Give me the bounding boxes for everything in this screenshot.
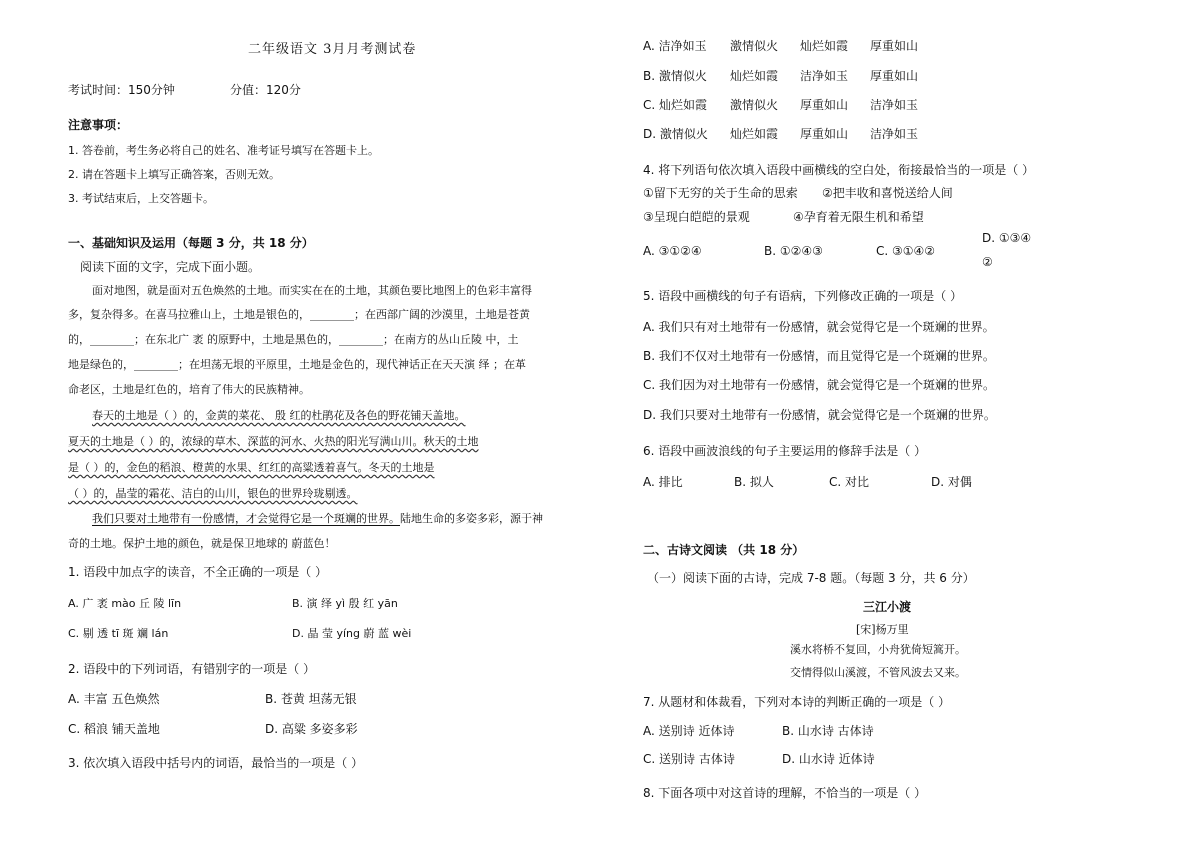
q3-option-d-word: 厚重如山 bbox=[800, 127, 849, 141]
q4-sentence-1: ①留下无穷的关于生命的思索 bbox=[643, 186, 798, 200]
q3-option-b-word: 灿烂如霞 bbox=[730, 69, 779, 83]
poem-line-2: 交情得似山溪渡，不管风波去又来。 bbox=[790, 666, 966, 679]
q2-option-b: B. 苍黄 坦荡无银 bbox=[265, 692, 357, 706]
q6-option-d: D. 对偶 bbox=[931, 475, 972, 489]
q4-option-d: D. ①③④ bbox=[982, 231, 1032, 245]
q3-option-a: A. 洁净如玉 bbox=[643, 39, 707, 53]
q2-option-a: A. 丰富 五色焕然 bbox=[68, 692, 160, 706]
q3-option-d-word: 洁净如玉 bbox=[870, 127, 919, 141]
q3-option-d-word: 灿烂如霞 bbox=[730, 127, 779, 141]
q3-option-a-word: 灿烂如霞 bbox=[800, 39, 849, 53]
q2-option-d: D. 高粱 多姿多彩 bbox=[265, 722, 358, 736]
q4-option-b: B. ①②④③ bbox=[764, 244, 823, 258]
notice-heading: 注意事项： bbox=[68, 118, 129, 132]
poem-line-1: 溪水将桥不复回，小舟犹倚短篙开。 bbox=[790, 643, 966, 656]
question-5-stem: 5. 语段中画横线的句子有语病，下列修改正确的一项是（ ） bbox=[643, 289, 963, 303]
q4-option-d-continued: ② bbox=[982, 255, 993, 269]
question-1-stem: 1. 语段中加点字的读音，不全正确的一项是（ ） bbox=[68, 565, 328, 579]
q7-option-a: A. 送别诗 近体诗 bbox=[643, 724, 735, 738]
question-4-stem: 4. 将下列语句依次填入语段中画横线的空白处，衔接最恰当的一项是（ ） bbox=[643, 163, 1035, 177]
notice-item: 2. 请在答题卡上填写正确答案，否则无效。 bbox=[68, 168, 280, 181]
q3-option-c-word: 厚重如山 bbox=[800, 98, 849, 112]
wavy-passage-line: （ ）的，晶莹的霜花、洁白的山川，银色的世界玲珑剔透。 bbox=[68, 487, 358, 500]
q7-option-b: B. 山水诗 古体诗 bbox=[782, 724, 874, 738]
passage-line: 奇的土地。保护土地的颜色，就是保卫地球的 蔚蓝色！ bbox=[68, 537, 336, 550]
q1-option-d: D. 晶 莹 yíng 蔚 蓝 wèi bbox=[292, 627, 412, 640]
exam-time: 考试时间：150分钟 bbox=[68, 83, 175, 97]
q1-option-c: C. 剔 透 tī 斑 斓 lán bbox=[68, 627, 169, 640]
poem-author: [宋]杨万里 bbox=[856, 623, 909, 636]
passage-line: 命老区，土地是红色的，培育了伟大的民族精神。 bbox=[68, 383, 310, 396]
q6-option-c: C. 对比 bbox=[829, 475, 870, 489]
q3-option-c-word: 激情似火 bbox=[730, 98, 779, 112]
wavy-passage-line: 是（ ）的，金色的稻浪、橙黄的水果、红红的高粱透着喜气。冬天的土地是 bbox=[68, 461, 435, 474]
passage-line: 的，________；在东北广 袤 的原野中，土地是黑色的，________；在南方的丛山丘陵 中，土 bbox=[68, 333, 519, 346]
q3-option-a-word: 激情似火 bbox=[730, 39, 779, 53]
question-2-stem: 2. 语段中的下列词语，有错别字的一项是（ ） bbox=[68, 662, 316, 676]
passage-line: 多，复杂得多。在喜马拉雅山上，土地是银色的，________；在西部广阔的沙漠里，土地是苍黄 bbox=[68, 308, 530, 321]
q6-option-b: B. 拟人 bbox=[734, 475, 774, 489]
q1-option-b: B. 演 绎 yì 殷 红 yān bbox=[292, 597, 398, 610]
q4-sentence-4: ④孕育着无限生机和希望 bbox=[793, 210, 924, 224]
q3-option-b-word: 厚重如山 bbox=[870, 69, 919, 83]
passage-text: 陆地生命的多姿多彩，源于神 bbox=[400, 512, 543, 525]
q4-option-a: A. ③①②④ bbox=[643, 244, 702, 258]
q7-option-d: D. 山水诗 近体诗 bbox=[782, 752, 875, 766]
q6-option-a: A. 排比 bbox=[643, 475, 683, 489]
q1-option-a: A. 广 袤 mào 丘 陵 līn bbox=[68, 597, 182, 610]
poem-title: 三江小渡 bbox=[863, 600, 912, 614]
q5-option-a: A. 我们只有对土地带有一份感情，就会觉得它是一个斑斓的世界。 bbox=[643, 320, 995, 334]
notice-item: 3. 考试结束后，上交答题卡。 bbox=[68, 192, 214, 205]
section1-heading: 一、基础知识及运用（每题 3 分，共 18 分） bbox=[68, 236, 314, 250]
passage-line: 面对地图，就是面对五色焕然的土地。而实实在在的土地，其颜色要比地图上的色彩丰富得 bbox=[92, 284, 532, 297]
passage-line: 地是绿色的，________；在坦荡无垠的平原里，土地是金色的，现代神话正在天天演 绎 ；在革 bbox=[68, 358, 526, 371]
section2-subheading: （一）阅读下面的古诗，完成 7-8 题。（每题 3 分，共 6 分） bbox=[647, 571, 975, 585]
question-8-stem: 8. 下面各项中对这首诗的理解，不恰当的一项是（ ） bbox=[643, 786, 927, 800]
passage-line bbox=[92, 510, 543, 526]
q7-option-c: C. 送别诗 古体诗 bbox=[643, 752, 735, 766]
q2-option-c: C. 稻浪 铺天盖地 bbox=[68, 722, 160, 736]
exam-score: 分值：120分 bbox=[230, 83, 301, 97]
q5-option-d: D. 我们只要对土地带有一份感情，就会觉得它是一个斑斓的世界。 bbox=[643, 408, 996, 422]
underlined-sentence: 我们只要对土地带有一份感情，才会觉得它是一个斑斓的世界。 bbox=[92, 512, 400, 525]
wavy-passage-line: 夏天的土地是（ ）的，浓绿的草木、深蓝的河水、火热的阳光写满山川。秋天的土地 bbox=[68, 435, 479, 448]
section2-heading: 二、古诗文阅读 （共 18 分） bbox=[643, 543, 805, 557]
page-title: 二年级语文 3月月考测试卷 bbox=[248, 42, 417, 57]
wavy-passage-line: 春天的土地是（ ）的，金黄的菜花、 殷 红的杜鹃花及各色的野花铺天盖地。 bbox=[92, 409, 466, 422]
q3-option-b: B. 激情似火 bbox=[643, 69, 707, 83]
question-3-stem: 3. 依次填入语段中括号内的词语，最恰当的一项是（ ） bbox=[68, 756, 364, 770]
question-6-stem: 6. 语段中画波浪线的句子主要运用的修辞手法是（ ） bbox=[643, 444, 927, 458]
q3-option-c-word: 洁净如玉 bbox=[870, 98, 919, 112]
q4-option-c: C. ③①④② bbox=[876, 244, 936, 258]
q3-option-d: D. 激情似火 bbox=[643, 127, 708, 141]
reading-intro: 阅读下面的文字，完成下面小题。 bbox=[80, 260, 261, 274]
question-7-stem: 7. 从题材和体裁看，下列对本诗的判断正确的一项是（ ） bbox=[643, 695, 951, 709]
q5-option-c: C. 我们因为对土地带有一份感情，就会觉得它是一个斑斓的世界。 bbox=[643, 378, 996, 392]
q4-sentence-3: ③呈现白皑皑的景观 bbox=[643, 210, 750, 224]
q4-sentence-2: ②把丰收和喜悦送给人间 bbox=[822, 186, 953, 200]
notice-item: 1. 答卷前，考生务必将自己的姓名、准考证号填写在答题卡上。 bbox=[68, 144, 379, 157]
q3-option-b-word: 洁净如玉 bbox=[800, 69, 849, 83]
q3-option-c: C. 灿烂如霞 bbox=[643, 98, 708, 112]
q5-option-b: B. 我们不仅对土地带有一份感情，而且觉得它是一个斑斓的世界。 bbox=[643, 349, 995, 363]
q3-option-a-word: 厚重如山 bbox=[870, 39, 919, 53]
